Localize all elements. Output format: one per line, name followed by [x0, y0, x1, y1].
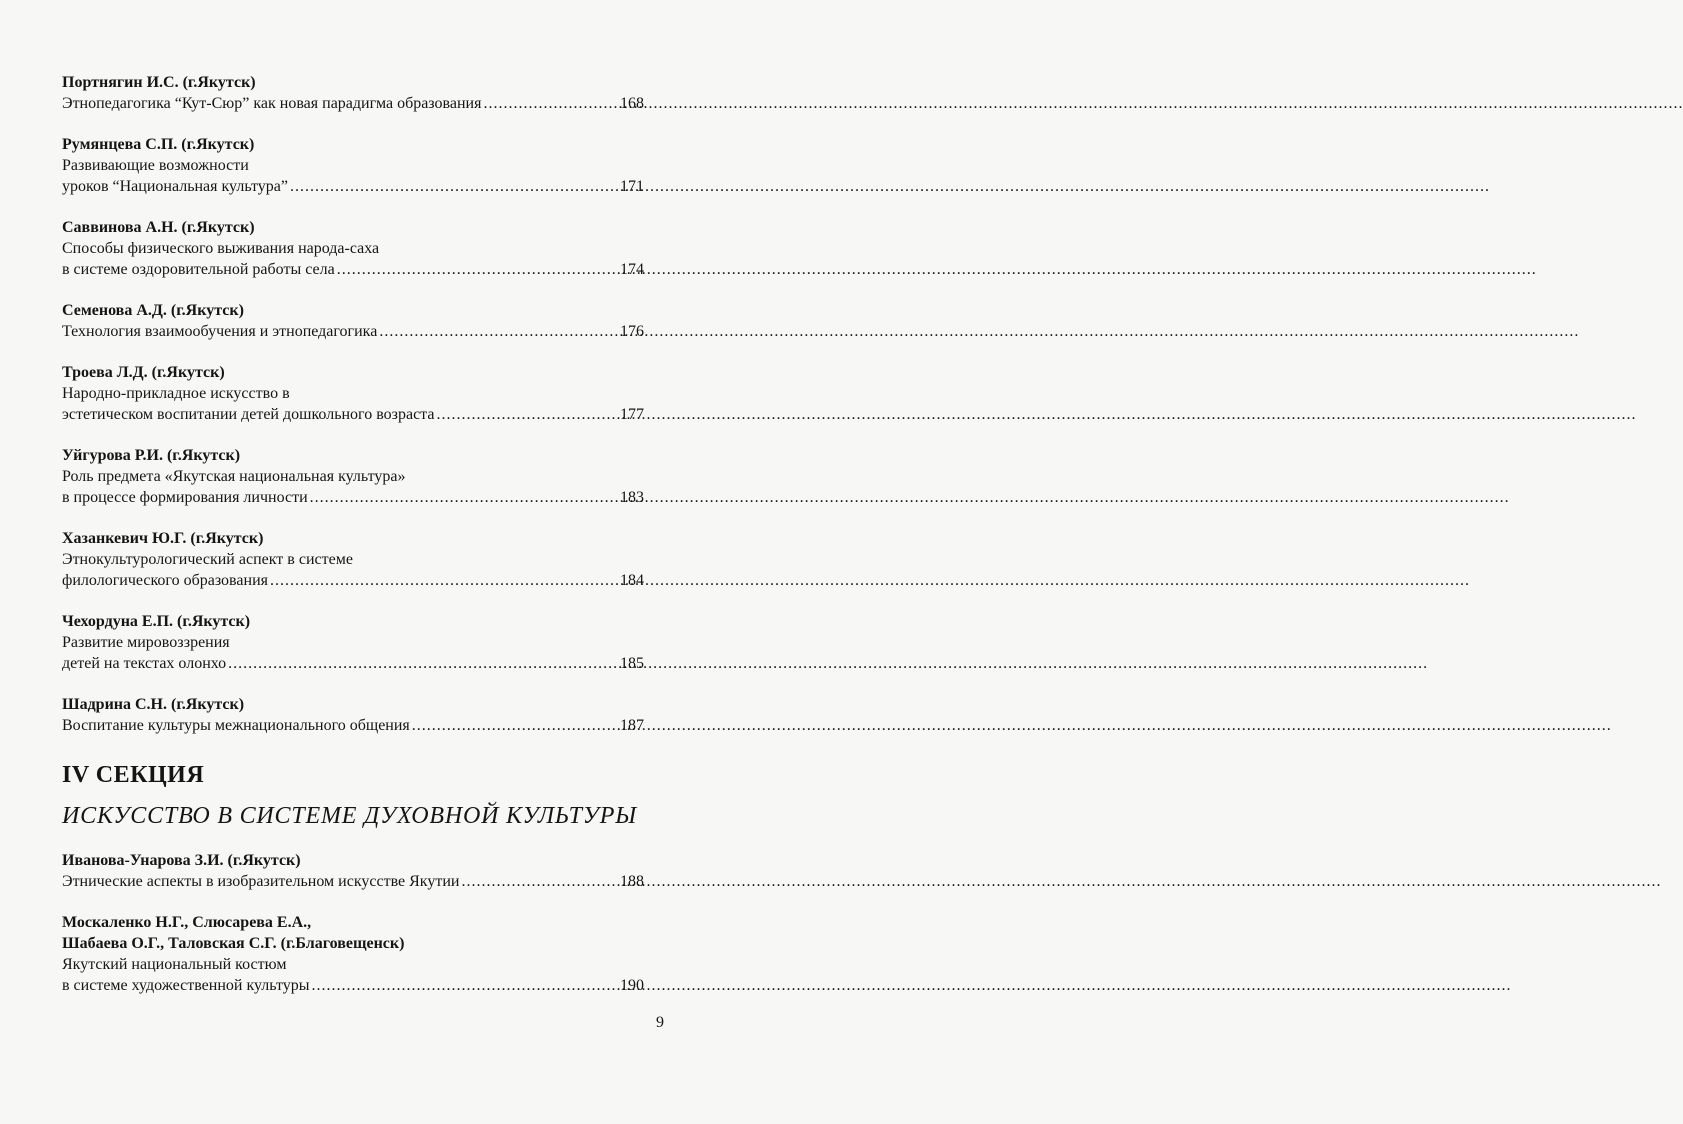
- toc-entry-leader-line: [62, 653, 644, 674]
- toc-entry-title-line: Якутский национальный костюм: [62, 956, 287, 973]
- toc-entry-leader-line: [62, 259, 644, 280]
- toc-entry-title: Этнические аспекты в изобразительном искусстве Якутии: [62, 873, 460, 890]
- dot-leader: [270, 570, 618, 591]
- document-page: [0, 0, 748, 1124]
- toc-entry: [62, 362, 644, 425]
- toc-entry-author: Шадрина С.Н. (г.Якутск): [62, 696, 245, 713]
- toc-entry: [62, 850, 644, 892]
- toc-entry-leader-line: [62, 176, 644, 197]
- dot-leader: [290, 176, 618, 197]
- toc-entry-author: Троева Л.Д. (г.Якутск): [62, 364, 225, 381]
- toc-entry-author: Семенова А.Д. (г.Якутск): [62, 302, 244, 319]
- page-number: 9: [656, 1014, 664, 1031]
- toc-entry-author: Москаленко Н.Г., Слюсарева Е.А.,: [62, 914, 312, 931]
- section-title: ИСКУССТВО В СИСТЕМЕ ДУХОВНОЙ КУЛЬТУРЫ: [62, 803, 637, 829]
- toc-entry-page: 168: [620, 95, 644, 112]
- dot-leader: [412, 715, 618, 736]
- dot-leader: [337, 259, 618, 280]
- toc-entry-title: Воспитание культуры межнационального общения: [62, 717, 410, 734]
- toc-entry-page: 185: [620, 655, 644, 672]
- toc-entry-leader-line: [62, 321, 644, 342]
- toc-entry-page: 174: [620, 261, 644, 278]
- toc-entry-page: 176: [620, 323, 644, 340]
- dot-leader: [483, 93, 618, 114]
- toc-entry-title-line: Народно-прикладное искусство в: [62, 385, 290, 402]
- toc-entry-title-line: Роль предмета «Якутская национальная культура»: [62, 468, 406, 485]
- toc-entry-title: детей на текстах олонхо: [62, 655, 227, 672]
- toc-entry-title-line: Этнокультурологический аспект в системе: [62, 551, 353, 568]
- toc-entry: [62, 217, 644, 280]
- toc-entry-author: Саввинова А.Н. (г.Якутск): [62, 219, 255, 236]
- toc-entry-title-line: Развивающие возможности: [62, 157, 249, 174]
- toc-entry-leader-line: [62, 570, 644, 591]
- toc-entry: [62, 72, 644, 114]
- toc-entry-leader-line: [62, 404, 644, 425]
- toc-entry-author: Шабаева О.Г., Таловская С.Г. (г.Благовещенск): [62, 935, 405, 952]
- toc-entry-title: в системе художественной культуры: [62, 977, 310, 994]
- toc-entry: [62, 445, 644, 508]
- dot-leader: [461, 871, 618, 892]
- toc-entry-page: 184: [620, 572, 644, 589]
- toc-entries-section-3: [62, 72, 644, 736]
- dot-leader: [228, 653, 618, 674]
- toc-entry-leader-line: [62, 871, 644, 892]
- toc-entry-title: филологического образования: [62, 572, 268, 589]
- toc-entry-title: Этнопедагогика “Кут-Сюр” как новая парадигма образования: [62, 95, 482, 112]
- toc-entry-title: Технология взаимообучения и этнопедагогика: [62, 323, 378, 340]
- toc-entry-page: 183: [620, 489, 644, 506]
- toc-entry-author: Румянцева С.П. (г.Якутск): [62, 136, 255, 153]
- toc-entry-page: 190: [620, 977, 644, 994]
- toc-entry-title: в процессе формирования личности: [62, 489, 308, 506]
- toc-entry-title: эстетическом воспитании детей дошкольного возраста: [62, 406, 435, 423]
- toc-entry-title-line: Способы физического выживания народа-саха: [62, 240, 380, 257]
- dot-leader: [310, 487, 618, 508]
- toc-entry-author: Хазанкевич Ю.Г. (г.Якутск): [62, 530, 264, 547]
- toc-entry-title: уроков “Национальная культура”: [62, 178, 289, 195]
- toc-entry-leader-line: [62, 93, 644, 114]
- toc-entry-author: Чехордуна Е.П. (г.Якутск): [62, 613, 251, 630]
- toc-entry-author: Портнягин И.С. (г.Якутск): [62, 74, 256, 91]
- toc-entry-author: Иванова-Унарова З.И. (г.Якутск): [62, 852, 301, 869]
- toc-entry-page: 187: [620, 717, 644, 734]
- toc-entry-title-line: Развитие мировоззрения: [62, 634, 230, 651]
- toc-entry: [62, 694, 644, 736]
- dot-leader: [379, 321, 618, 342]
- toc-entry-page: 188: [620, 873, 644, 890]
- toc-entry-leader-line: [62, 975, 644, 996]
- toc-entry: [62, 528, 644, 591]
- dot-leader: [312, 975, 619, 996]
- toc-entry: [62, 611, 644, 674]
- toc-entry: [62, 300, 644, 342]
- toc-entry-leader-line: [62, 487, 644, 508]
- dot-leader: [436, 404, 618, 425]
- toc-entry-page: 177: [620, 406, 644, 423]
- toc-entry-page: 171: [620, 178, 644, 195]
- toc-entry-leader-line: [62, 715, 644, 736]
- toc-entry-title: в системе оздоровительной работы села: [62, 261, 335, 278]
- toc-entry-author: Уйгурова Р.И. (г.Якутск): [62, 447, 241, 464]
- toc-entries-section-4: [62, 850, 644, 996]
- toc-entry: [62, 134, 644, 197]
- table-of-contents: [62, 72, 644, 1016]
- toc-entry: [62, 912, 644, 996]
- section-heading: IV СЕКЦИЯ: [62, 762, 205, 788]
